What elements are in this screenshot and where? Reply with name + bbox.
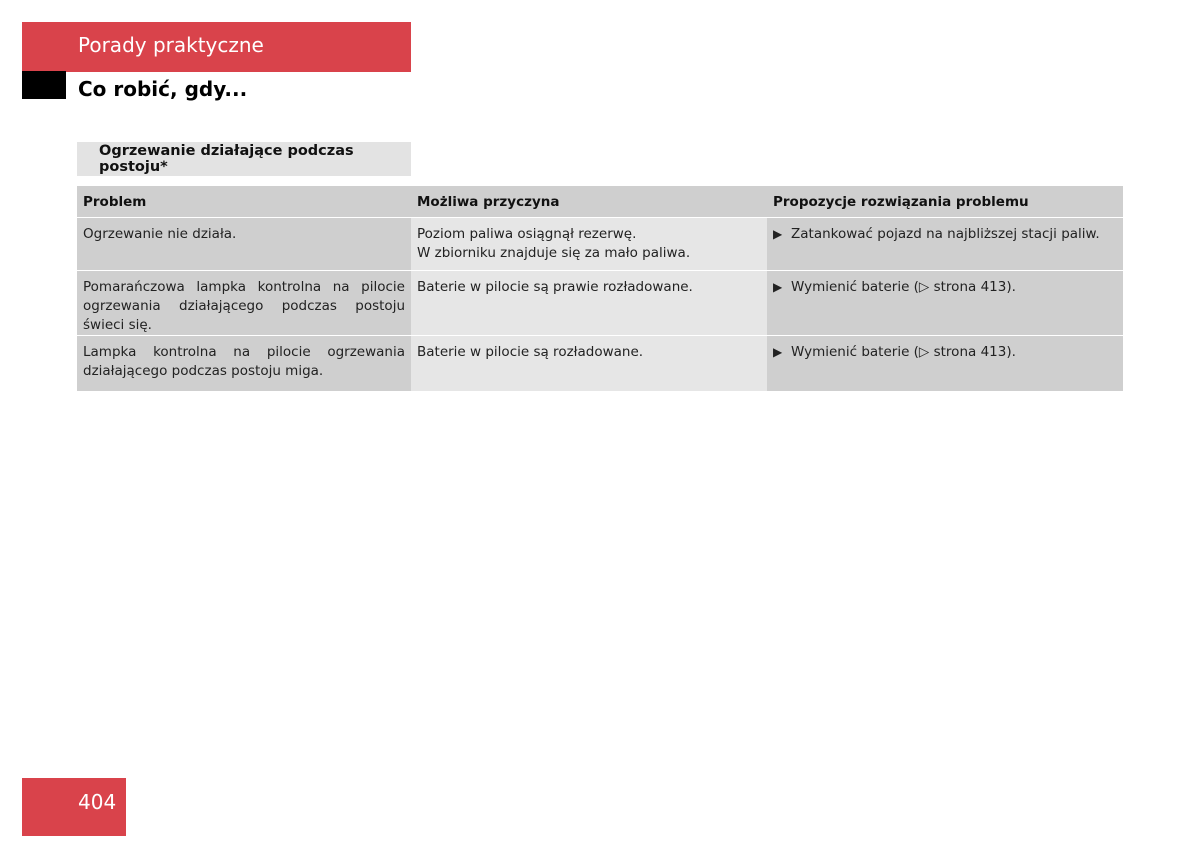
table-row	[77, 336, 1123, 392]
bullet-arrow-icon: ▶	[773, 227, 783, 241]
chapter-marker	[22, 71, 66, 99]
table-row	[77, 218, 1123, 271]
cause-line: Baterie w pilocie są prawie rozładowane.	[417, 279, 693, 295]
table-header-row	[77, 186, 1123, 218]
cause-line: Baterie w pilocie są rozładowane.	[417, 344, 644, 360]
problem-cell: Lampka kontrolna na pilocie ogrzewania działającego podczas postoju miga.	[77, 336, 411, 392]
cause-cell	[411, 218, 767, 271]
section-title: Porady praktyczne	[78, 33, 264, 57]
topic-title: Ogrzewanie działające podczas postoju*	[99, 143, 354, 175]
bullet-arrow-icon: ▶	[773, 345, 783, 359]
solution-cell	[767, 218, 1123, 271]
chapter-divider	[66, 71, 411, 72]
cause-line: W zbiorniku znajduje się za mało paliwa.	[417, 245, 691, 261]
column-header-problem: Problem	[77, 186, 411, 218]
column-header-solution: Propozycje rozwiązania problemu	[767, 186, 1123, 218]
cause-cell	[411, 336, 767, 392]
cause-cell	[411, 271, 767, 336]
cause-line: Poziom paliwa osiągnął rezerwę.	[417, 226, 637, 242]
topic-heading-box	[77, 142, 411, 176]
solution-text: Zatankować pojazd na najbliższej stacji paliw.	[791, 226, 1100, 242]
solution-cell	[767, 336, 1123, 392]
problem-cell: Pomarańczowa lampka kontrolna na pilocie ogrzewania działającego podczas postoju świeci się.	[77, 271, 411, 336]
problem-cell: Ogrzewanie nie działa.	[77, 218, 411, 271]
table-row	[77, 271, 1123, 336]
column-header-cause: Możliwa przyczyna	[411, 186, 767, 218]
solution-text: Wymienić baterie (▷ strona 413).	[791, 344, 1016, 360]
chapter-title: Co robić, gdy...	[78, 77, 248, 101]
bullet-arrow-icon: ▶	[773, 280, 783, 294]
page-number: 404	[78, 790, 117, 814]
solution-cell	[767, 271, 1123, 336]
solution-text: Wymienić baterie (▷ strona 413).	[791, 279, 1016, 295]
troubleshooting-table	[77, 186, 1123, 391]
